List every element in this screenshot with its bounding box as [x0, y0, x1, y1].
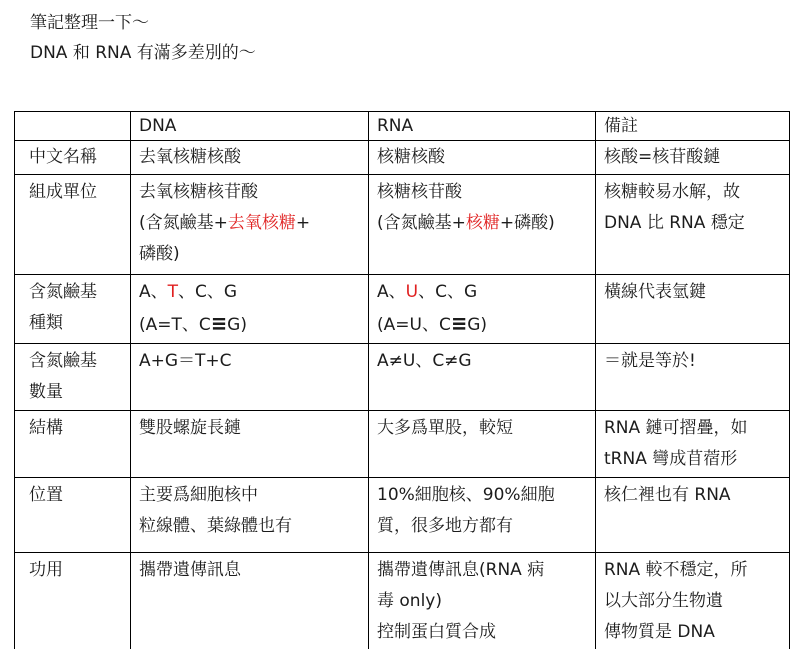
cell-line — [604, 413, 783, 444]
cell-line — [377, 413, 589, 444]
text-segment: DNA 比 RNA 穩定 — [604, 213, 745, 233]
cell-line — [377, 208, 589, 239]
text-segment: 結構 — [29, 418, 63, 438]
cell-line — [139, 143, 362, 172]
text-segment: 、C、G — [178, 282, 238, 302]
cell-composition-rna — [369, 175, 596, 275]
cell-line — [377, 177, 589, 208]
cell-line — [139, 555, 362, 586]
text-segment: G) — [227, 315, 247, 335]
text-segment: 核仁裡也有 RNA — [604, 485, 731, 505]
text-segment: (含氮鹼基+ — [139, 213, 228, 233]
cell-structure-rna — [369, 411, 596, 478]
text-segment: ＝就是等於! — [604, 351, 696, 371]
table-row-base-types — [15, 275, 790, 344]
text-segment: 控制蛋白質合成 — [377, 622, 496, 642]
triple-bond-symbol: ≡ — [210, 310, 228, 337]
cell-function-note — [596, 553, 790, 649]
text-segment: A+G＝T+C — [139, 351, 232, 371]
cell-composition-dna — [131, 175, 369, 275]
highlighted-red-text: 去氧核糖 — [227, 213, 296, 233]
cell-line — [139, 480, 362, 511]
text-segment: 以大部分生物遺 — [604, 591, 723, 611]
cell-line — [377, 480, 589, 511]
text-segment: 組成單位 — [29, 182, 97, 202]
cell-location-rna — [369, 478, 596, 553]
text-segment: 功用 — [29, 560, 63, 580]
cell-line — [139, 277, 362, 308]
cell-line — [377, 143, 589, 172]
cell-base-count-note — [596, 344, 790, 411]
cell-line — [139, 208, 362, 239]
note-title-line2: DNA 和 RNA 有滿多差別的～ — [30, 43, 256, 63]
text-segment: 去氧核糖核酸 — [139, 147, 241, 167]
row-label-structure — [15, 411, 131, 478]
text-segment: 數量 — [29, 382, 63, 402]
cell-line — [377, 277, 589, 308]
cell-chinese-name-dna — [131, 141, 369, 175]
cell-line — [139, 239, 362, 270]
highlighted-red-text: 核糖 — [465, 213, 500, 233]
cell-line — [29, 143, 124, 172]
row-label-function — [15, 553, 131, 649]
cell-line — [604, 143, 783, 172]
text-segment: A≠U、C≠G — [377, 351, 472, 371]
cell-line — [29, 177, 124, 208]
dna-rna-comparison-table — [14, 111, 790, 649]
text-segment: RNA 較不穩定，所 — [604, 560, 748, 580]
cell-chinese-name-rna — [369, 141, 596, 175]
cell-line — [139, 413, 362, 444]
cell-line — [139, 177, 362, 208]
text-segment: + — [295, 213, 311, 233]
column-header-備註: 備註 — [596, 112, 790, 141]
text-segment: 核糖較易水解，故 — [604, 182, 740, 202]
text-segment: (A=T、C — [139, 315, 211, 335]
text-segment: 核酸=核苷酸鏈 — [604, 147, 721, 167]
highlighted-red-text: T — [167, 282, 179, 302]
text-segment: A、 — [139, 282, 168, 302]
cell-line — [29, 308, 124, 339]
triple-bond-symbol: ≡ — [450, 310, 468, 337]
text-segment: 橫線代表氫鍵 — [604, 282, 706, 302]
text-segment: RNA 鏈可摺疊，如 — [604, 418, 748, 438]
text-segment: 攜帶遺傳訊息(RNA 病 — [377, 560, 545, 580]
cell-chinese-name-note — [596, 141, 790, 175]
table-header-row — [15, 112, 790, 141]
text-segment: 含氮鹼基 — [29, 282, 97, 302]
text-segment: 位置 — [29, 485, 63, 505]
text-segment: 質，很多地方都有 — [377, 516, 513, 536]
text-segment: 主要爲細胞核中 — [139, 485, 258, 505]
text-segment: G) — [467, 315, 488, 335]
table-row-composition — [15, 175, 790, 275]
column-header-dna: DNA — [131, 112, 369, 141]
cell-line — [377, 511, 589, 542]
cell-function-rna — [369, 553, 596, 649]
text-segment: 攜帶遺傳訊息 — [139, 560, 241, 580]
cell-line — [604, 444, 783, 475]
cell-base-types-rna — [369, 275, 596, 344]
cell-line — [604, 586, 783, 617]
text-segment: 粒線體、葉綠體也有 — [139, 516, 292, 536]
cell-function-dna — [131, 553, 369, 649]
highlighted-red-text: U — [405, 282, 419, 302]
cell-structure-dna — [131, 411, 369, 478]
cell-base-count-dna — [131, 344, 369, 411]
cell-base-types-dna — [131, 275, 369, 344]
cell-line — [604, 480, 783, 511]
cell-base-types-note — [596, 275, 790, 344]
cell-line — [604, 177, 783, 208]
cell-line — [377, 555, 589, 586]
table-row-chinese-name — [15, 141, 790, 175]
row-label-location — [15, 478, 131, 553]
table-row-base-count — [15, 344, 790, 411]
row-label-base-count — [15, 344, 131, 411]
column-header-rna: RNA — [369, 112, 596, 141]
column-header-blank — [15, 112, 131, 141]
cell-location-note — [596, 478, 790, 553]
cell-line — [604, 277, 783, 308]
cell-line — [604, 555, 783, 586]
text-segment: 磷酸) — [139, 244, 180, 264]
cell-line — [139, 346, 362, 377]
cell-line — [377, 308, 589, 341]
cell-line — [604, 208, 783, 239]
table-row-structure — [15, 411, 790, 478]
cell-line — [29, 346, 124, 377]
cell-location-dna — [131, 478, 369, 553]
cell-line — [604, 617, 783, 648]
table-row-location — [15, 478, 790, 553]
table-row-function — [15, 553, 790, 649]
row-label-composition — [15, 175, 131, 275]
text-segment: 中文名稱 — [29, 147, 97, 167]
text-segment: 種類 — [29, 313, 63, 333]
text-segment: 核糖核酸 — [377, 147, 445, 167]
cell-line — [29, 413, 124, 444]
text-segment: 毒 only) — [377, 591, 442, 611]
note-titles — [30, 8, 800, 68]
text-segment: 含氮鹼基 — [29, 351, 97, 371]
cell-base-count-rna — [369, 344, 596, 411]
cell-line — [377, 346, 589, 377]
cell-structure-note — [596, 411, 790, 478]
row-label-base-types — [15, 275, 131, 344]
cell-line — [139, 511, 362, 542]
text-segment: 雙股螺旋長鏈 — [139, 418, 241, 438]
cell-line — [29, 277, 124, 308]
text-segment: +磷酸) — [499, 213, 555, 233]
text-segment: 10%細胞核、90%細胞 — [377, 485, 555, 505]
cell-line — [29, 377, 124, 408]
text-segment: 、C、G — [418, 282, 478, 302]
text-segment: 去氧核糖核苷酸 — [139, 182, 258, 202]
text-segment: 核糖核苷酸 — [377, 182, 462, 202]
cell-line — [377, 586, 589, 617]
text-segment: (A=U、C — [377, 315, 451, 335]
cell-line — [604, 346, 783, 377]
cell-line — [29, 555, 124, 586]
cell-line — [139, 308, 362, 341]
cell-line — [29, 480, 124, 511]
note-title-line1: 筆記整理一下～ — [30, 13, 149, 33]
cell-composition-note — [596, 175, 790, 275]
text-segment: 傳物質是 DNA — [604, 622, 715, 642]
row-label-chinese-name — [15, 141, 131, 175]
cell-line — [377, 617, 589, 648]
text-segment: (含氮鹼基+ — [377, 213, 466, 233]
text-segment: A、 — [377, 282, 406, 302]
text-segment: 大多爲單股，較短 — [377, 418, 513, 438]
text-segment: tRNA 彎成苜蓿形 — [604, 449, 738, 469]
